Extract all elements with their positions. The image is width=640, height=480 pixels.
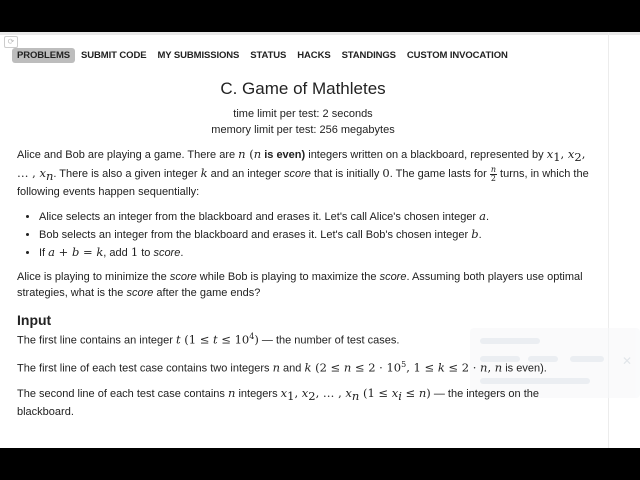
- close-icon: ✕: [621, 354, 632, 368]
- nav-status[interactable]: STATUS: [250, 50, 287, 61]
- problem-statement: [17, 78, 589, 420]
- refresh-icon[interactable]: ⟳: [4, 36, 18, 48]
- list-item: • If a + b = k, add 1 to score.: [39, 244, 589, 261]
- nav-problems[interactable]: PROBLEMS: [12, 48, 75, 63]
- nav-my-submissions[interactable]: MY SUBMISSIONS: [157, 50, 240, 61]
- n-over-2-fraction: $\frac{n}{2}$: [490, 164, 496, 183]
- problem-legend: [17, 146, 589, 301]
- events-list: [17, 208, 589, 261]
- nav-standings[interactable]: STANDINGS: [341, 50, 396, 61]
- input-paragraph-1: The first line contains an integer t $(1 \le t \le 10^4)$ — the number of test cases.: [17, 332, 400, 348]
- problem-title: C. Game of Mathletes: [220, 79, 386, 98]
- input-specification: [17, 329, 589, 420]
- time-limit: time limit per test: 2 seconds: [233, 108, 373, 120]
- input-paragraph-2: The first line of each test case contains two integers n and k ($2 \le n \le 2 \cdot 10^5$, 1 ≤ k ≤ 2 · n, n is even).: [17, 360, 547, 375]
- legend-paragraph-2: Alice is playing to minimize the score while Bob is playing to maximize the score. Assuming both players use optimal strategies, what is the score after the game ends?: [17, 271, 583, 300]
- nav-hacks[interactable]: HACKS: [297, 50, 331, 61]
- nav-submit-code[interactable]: SUBMIT CODE: [81, 50, 147, 61]
- nav-custom-invocation[interactable]: CUSTOM INVOCATION: [406, 50, 508, 61]
- input-section-title: Input: [17, 312, 52, 329]
- browser-viewport: [0, 32, 640, 448]
- contest-nav: [12, 48, 514, 63]
- legend-paragraph-1: Alice and Bob are playing a game. There are n (n is even) integers written on a blackboard, represented by $x_1$, $x_2$, … , $x_n$. There is also a given integer k and an integer score that is initially 0. The game lasts for $\frac{n}{2}$ turns, in which the following events happen sequentially:: [17, 147, 589, 199]
- top-divider: [0, 32, 640, 35]
- list-item: • Bob selects an integer from the blackboard and erases it. Let's call Bob's chosen integer b.: [39, 226, 589, 243]
- input-paragraph-3: The second line of each test case contains n integers $x_1$, $x_2$, … , $x_n$ $(1 \le x_i \le n)$ — the integers on the blackboard.: [17, 385, 540, 418]
- list-item: • Alice selects an integer from the blackboard and erases it. Let's call Alice's chosen integer a.: [39, 208, 589, 225]
- memory-limit: memory limit per test: 256 megabytes: [211, 124, 395, 136]
